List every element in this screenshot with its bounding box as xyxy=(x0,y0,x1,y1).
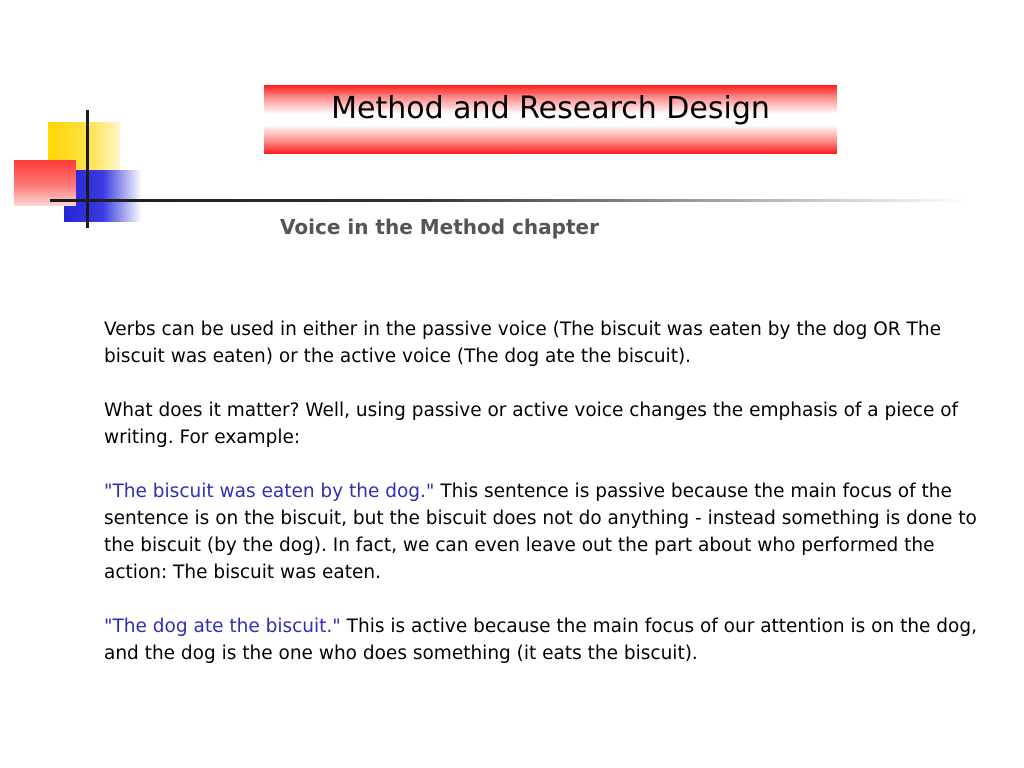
paragraph xyxy=(104,316,984,370)
decor-horizontal-line xyxy=(50,199,970,202)
slide-title: Method and Research Design xyxy=(331,91,770,126)
slide-subtitle: Voice in the Method chapter xyxy=(280,215,599,239)
paragraph xyxy=(104,397,984,451)
paragraph-text: What does it matter? Well, using passive or active voice changes the emphasis of a piece of writing. For example: xyxy=(104,400,959,448)
paragraph-text: This is active because the main focus of our attention is on the dog, and the dog is the one who does something (it eats the biscuit). xyxy=(104,616,977,664)
example-quote: "The dog ate the biscuit." xyxy=(104,616,341,637)
example-quote: "The biscuit was eaten by the dog." xyxy=(104,481,435,502)
title-banner xyxy=(264,85,837,154)
slide-body xyxy=(104,316,984,694)
paragraph xyxy=(104,613,984,667)
paragraph xyxy=(104,478,984,586)
decor-vertical-line xyxy=(86,110,89,228)
paragraph-text: This sentence is passive because the main focus of the sentence is on the biscuit, but the biscuit does not do anything - instead something is done to the biscuit (by the dog). In fact, we can even leave out the part about who performed the action: The biscuit was eaten. xyxy=(104,481,977,583)
paragraph-text: Verbs can be used in either in the passive voice (The biscuit was eaten by the dog OR The biscuit was eaten) or the active voice (The dog ate the biscuit). xyxy=(104,319,941,367)
